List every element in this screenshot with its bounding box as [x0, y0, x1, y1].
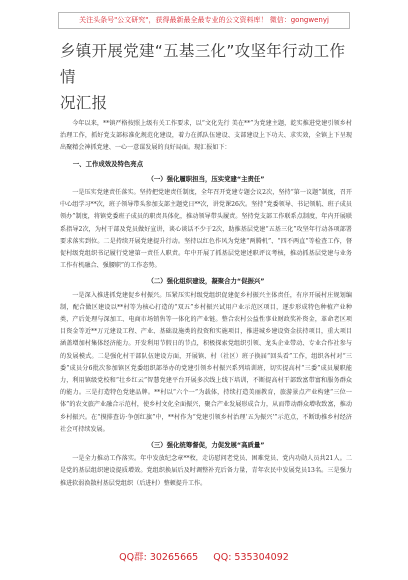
document-body [60, 118, 352, 490]
title-line-1: 乡镇开展党建“五基三化”攻坚年行动工作情 [60, 42, 346, 86]
title-line-2: 况汇报 [60, 94, 108, 112]
subsection-heading-1: （一）强化履职担当，压实党建“主责任” [147, 174, 265, 183]
subsection-heading-2: （二）强化组织建设，凝聚合力“促振兴” [147, 277, 265, 286]
paragraph-1: 一是压实党建责任落实。坚持把党建责任制度，全年召开党建专题会议2次，坚持“第一议题”制度，召开中心组学习**次，班子领导带头参加支部主题党日**次，讲党课26次。坚持“党委领导、书记领航、班子成员领办”制度，将镇党委班子成员的职责具体化，推动领导带头履责。坚持党支部工作联系点制度，年内开展联系指导2次，为村干部及党员做好宣讲，谈心谈话不少于2次，助推基层党建“五基三化”攻坚年行动各项部署要求落实到位。二是持续开展党建提升行动。坚持以红色作风为党建“两腾机”、“四不两直”等检查工作，督促村级党组织书记履行党建第一责任人职责。年中开展了抓基层党建述职评议考核，推动抓基层党建与业务工作有机融合、强腰职”的工作态势。 [60, 189, 352, 270]
document-title [60, 38, 360, 116]
footer-qq-group: QQ群: 30265665 [119, 552, 199, 563]
header-banner: 关注头条号"公文研究"，获得最新最全最专业的公文资料库！ 微信：gongwenyj [58, 12, 350, 29]
footer-contact [0, 549, 408, 563]
paragraph-2: 一是深入推进抓党建促乡村振兴。压紧压实村级党组织促建促乡村振兴主体责任，有序开展村庄规划编制，配合做区建设以**村等为核心打造的“双五”乡村振兴试用户业示范区项目，逐步形成特色种植产业种类，产后处理与深加工、电商市场销售等一体化的产业链。整合农村公益性事业财政奖补资金，革命老区项目资金等近**万元建设工程、产业、基础设施类的投资和实施项目，推进城乡建设资金扶持项目，重大项目涵盖增加村集体经济能力。开发利用节假日的节点，积极探索党组织引领、龙头企业带动、专业合作社参与的发展模式。二是强化村干部队伍建设方面，开展镇、村（社区）班子换届“回头看”工作，组织各村对“三委”成员分6批次参加镇区党委组织部举办的党建引领乡村振兴系列培训班，切实提高村“三委”成员履职能力，利用镇级党校和“壮乡红云”智慧党建平台开展多次线上线下培训，不断提高村干部致富带富和服务群众的能力。三是打造特色党建品牌。**村以“六个一”为载体，持续打造美丽教育，旅游景点产业构建“三位一体”的农文旅产业融合示范村，使乡村文化全面振兴，聚合产业发展形成合力，从而带动群众增收致富，推动乡村振兴。在“摸排查访·争创红旗”中，**村作为“党建引领乡村治理‘五为振兴’”示范点，不断助推乡村经济社会可持续发展。 [60, 291, 352, 433]
subsection-heading-3: （三）强化统筹督促，力促发展“高质量” [147, 441, 265, 450]
intro-paragraph: 今年以来，**镇严格按照上级有关工作要求，以“文化先行 美在**”为党建主题，乾实推进党建引领乡村治理工作，抓好党支部标准化规范化建设，着力在抓队伍建设、支部建设上下功夫、求实效，全镇上下呈现出聚精会神抓党建、一心一意谋发展的良好局面。现汇报如下： [60, 120, 352, 152]
section-heading-1: 一、工作成效及特色亮点 [72, 159, 144, 168]
footer-qq: QQ: 535304092 [213, 552, 289, 563]
paragraph-3: 一是全力推动工作落实。年中发放纪念章**枚，走访慰问老党员、困难党员、党内功勋人员共21人。二是党的基层组织建设提质增效。党组织换届后及时调整补充后备力量，青年农民中发展党员13名。三是强力推进软弱涣散村基层党组织（后进村）整顿提升工作。 [60, 455, 352, 487]
